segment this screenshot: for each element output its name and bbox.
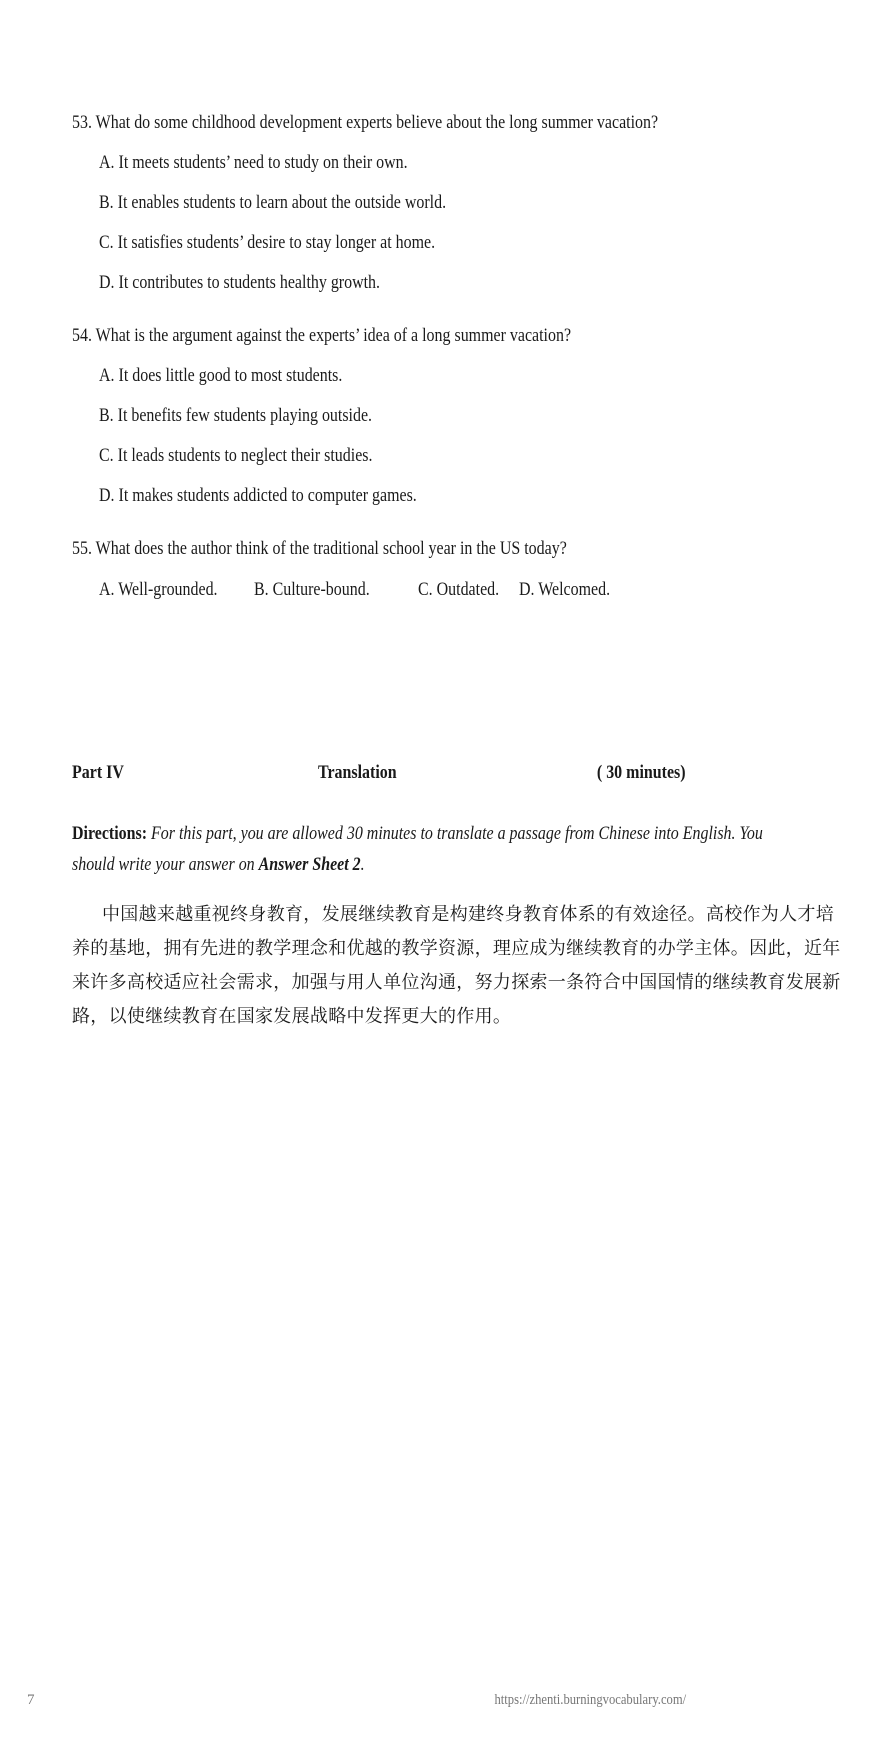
directions-text-line2: should write your answer on [72,854,259,875]
directions-text-end: . [360,854,365,875]
question-55-option-a: A. Well-grounded. [99,579,218,600]
question-54-option-a: A. It does little good to most students. [99,365,343,386]
question-54-option-d: D. It makes students addicted to computer games. [99,485,417,506]
directions-label: Directions: [72,823,148,844]
question-54-option-b: B. It benefits few students playing outside. [99,405,373,426]
question-55-option-c: C. Outdated. [418,579,500,600]
question-55-option-b: B. Culture-bound. [254,579,370,600]
page-number: 7 [27,1692,35,1708]
question-54-option-c: C. It leads students to neglect their studies. [99,445,373,466]
question-54-stem: 54. What is the argument against the experts’ idea of a long summer vacation? [72,325,572,346]
directions [72,818,894,880]
question-53-option-a: A. It meets students’ need to study on their own. [99,152,408,173]
part-label: Part IV [72,762,124,783]
passage-line: 路，以使继续教育在国家发展战略中发挥更大的作用。 [72,1006,512,1027]
translation-passage [72,898,841,1034]
passage-line: 养的基地，拥有先进的教学理念和优越的教学资源，理应成为继续教育的办学主体。因此，近年 [72,938,841,959]
answer-sheet-reference: Answer Sheet 2 [258,854,361,875]
passage-line: 中国越来越重视终身教育，发展继续教育是构建终身教育体系的有效途径。高校作为人才培 [102,904,834,925]
directions-text-line1: For this part, you are allowed 30 minutes to translate a passage from Chinese into English. You [147,823,763,844]
passage-line: 来许多高校适应社会需求，加强与用人单位沟通，努力探索一条符合中国国情的继续教育发展新 [72,972,841,993]
part-time-limit: ( 30 minutes) [597,762,686,783]
part-title: Translation [318,762,397,783]
question-53-option-d: D. It contributes to students healthy growth. [99,272,381,293]
question-53-option-b: B. It enables students to learn about the outside world. [99,192,447,213]
part-header [72,762,686,788]
question-53-stem: 53. What do some childhood development experts believe about the long summer vacation? [72,112,659,133]
question-55-stem: 55. What does the author think of the traditional school year in the US today? [72,538,567,559]
footer-url: https://zhenti.burningvocabulary.com/ [494,1692,686,1708]
question-55-option-d: D. Welcomed. [519,579,611,600]
question-53-option-c: C. It satisfies students’ desire to stay longer at home. [99,232,436,253]
